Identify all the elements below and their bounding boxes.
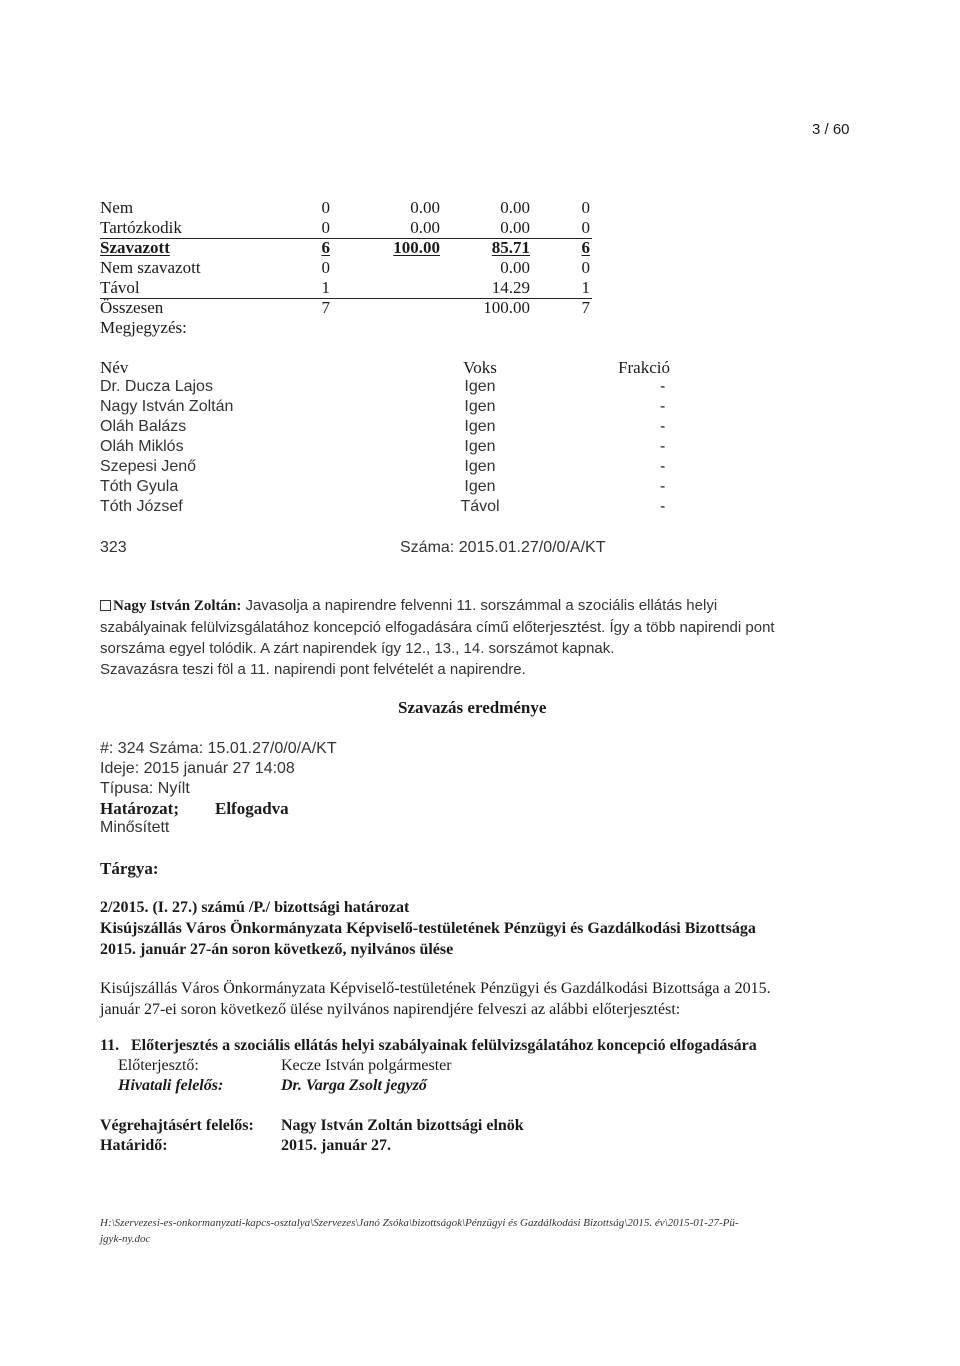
header-name: Név <box>100 358 129 377</box>
qualified-label: Minősített <box>100 819 170 836</box>
speech-paragraph: Nagy István Zoltán: Javasolja a napirendre felvenni 11. sorszámmal a szociális ellátás helyi szabályainak felülvizsgálatához koncepció elfogadására című előterjesztést. Így a több napirendi pont sorszáma egyel tolódik. A zárt napirendek így 12., 13., 14. sorszámot kapnak. Szavazásra teszi föl a 11. napirendi pont felvételét a napirendre. <box>100 597 775 678</box>
presenter-label: Előterjesztő: <box>118 1057 199 1074</box>
decision-label: Határozat; <box>100 799 179 818</box>
record-number: 323 <box>100 539 127 556</box>
resolution-text: Kisújszállás Város Önkormányzata Képviselő-testületének Pénzügyi és Gazdálkodási Bizottsága a 2015. január 27-ei soron következő ülése nyilvános napirendjére felveszi az alábbi előterjesztést: <box>100 980 771 1018</box>
decision-value: Elfogadva <box>215 799 289 818</box>
deadline-value: 2015. január 27. <box>281 1137 391 1154</box>
resolution-title: 2/2015. (I. 27.) számú /P./ bizottsági határozat <box>100 899 410 916</box>
official-value: Dr. Varga Zsolt jegyző <box>281 1077 427 1094</box>
responsible-value: Nagy István Zoltán bizottsági elnök <box>281 1117 524 1134</box>
vote-result-heading: Szavazás eredménye <box>398 698 547 717</box>
item-number: 11. <box>100 1037 120 1054</box>
vote-date: Ideje: 2015 január 27 14:08 <box>100 760 295 777</box>
page-number: 3 / 60 <box>812 121 850 138</box>
presenter-value: Kecze István polgármester <box>281 1057 452 1074</box>
resolution-block: 2/2015. (I. 27.) számú /P./ bizottsági határozat Kisújszállás Város Önkormányzata Képviselő-testületének Pénzügyi és Gazdálkodási Bizottsága 2015. január 27-án soron következő, nyilvános ülése <box>100 897 850 960</box>
record-szama: Száma: 2015.01.27/0/0/A/KT <box>400 539 606 556</box>
header-faction: Frakció <box>618 358 670 377</box>
footer-path: H:\Szervezesi-es-onkormanyzati-kapcs-osztalya\Szervezes\Janó Zsóka\bizottságok\Pénzügyi és Gazdálkodási Bizottság\2015. év\2015-01-27-Pü- jgyk-ny.doc <box>100 1217 739 1245</box>
item-title: Előterjesztés a szociális ellátás helyi szabályainak felülvizsgálatához koncepció elfogadására <box>131 1037 757 1054</box>
deadline-label: Határidő: <box>100 1137 168 1154</box>
speaker-name: Nagy István Zoltán: <box>113 598 242 614</box>
header-vote: Voks <box>463 358 497 377</box>
checkbox-icon <box>100 600 111 611</box>
vote-number: #: 324 Száma: 15.01.27/0/0/A/KT <box>100 740 337 757</box>
official-label: Hivatali felelős: <box>118 1077 224 1094</box>
subject-label: Tárgya: <box>100 859 159 878</box>
vote-type: Típusa: Nyílt <box>100 780 190 797</box>
responsible-label: Végrehajtásért felelős: <box>100 1117 254 1134</box>
